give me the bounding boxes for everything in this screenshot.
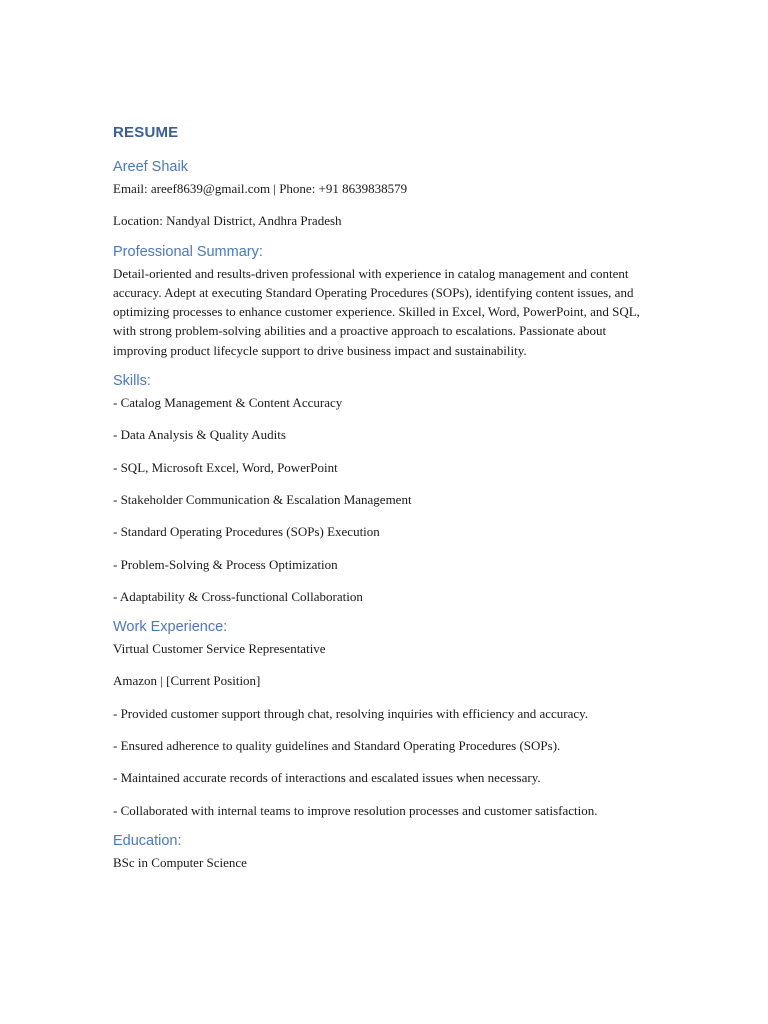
location-line: Location: Nandyal District, Andhra Pradesh (113, 213, 342, 229)
experience-company: Amazon | [Current Position] (113, 673, 261, 689)
resume-page (113, 124, 658, 872)
document-title: RESUME (113, 124, 179, 141)
summary-body: Detail-oriented and results-driven professional with experience in catalog management and content accuracy. Adept at executing Standard Operating Procedures (SOPs), identifying content issues, and optimizing processes to enhance customer experience. Skilled in Excel, Word, PowerPoint, and SQL, with strong problem-solving abilities and a proactive approach to escalations. Passionate about improving product lifecycle support to drive business impact and sustainability. (113, 265, 640, 358)
skill-item: - Adaptability & Cross-functional Collaboration (113, 588, 363, 604)
skill-item: - SQL, Microsoft Excel, Word, PowerPoint (113, 459, 338, 475)
experience-bullet: - Ensured adherence to quality guidelines and Standard Operating Procedures (SOPs). (113, 738, 561, 754)
experience-bullet: - Maintained accurate records of interactions and escalated issues when necessary. (113, 770, 541, 786)
skill-item: - Stakeholder Communication & Escalation Management (113, 491, 412, 507)
skill-item: - Catalog Management & Content Accuracy (113, 395, 343, 411)
skill-item: - Problem-Solving & Process Optimization (113, 556, 338, 572)
skill-item: - Standard Operating Procedures (SOPs) Execution (113, 524, 380, 540)
contact-line: Email: areef8639@gmail.com | Phone: +91 8639838579 (113, 181, 408, 196)
skill-item: - Data Analysis & Quality Audits (113, 427, 286, 443)
experience-bullet: - Provided customer support through chat, resolving inquiries with efficiency and accuracy. (113, 705, 589, 721)
summary-heading: Professional Summary: (113, 243, 263, 260)
skills-heading: Skills: (113, 373, 151, 390)
experience-bullet: - Collaborated with internal teams to improve resolution processes and customer satisfaction. (113, 802, 598, 818)
education-degree: BSc in Computer Science (113, 854, 247, 870)
education-heading: Education: (113, 832, 182, 849)
experience-role: Virtual Customer Service Representative (113, 641, 326, 657)
candidate-name: Areef Shaik (113, 159, 188, 175)
skills-list (113, 393, 658, 606)
experience-heading: Work Experience: (113, 619, 228, 636)
experience-bullets (113, 704, 658, 820)
